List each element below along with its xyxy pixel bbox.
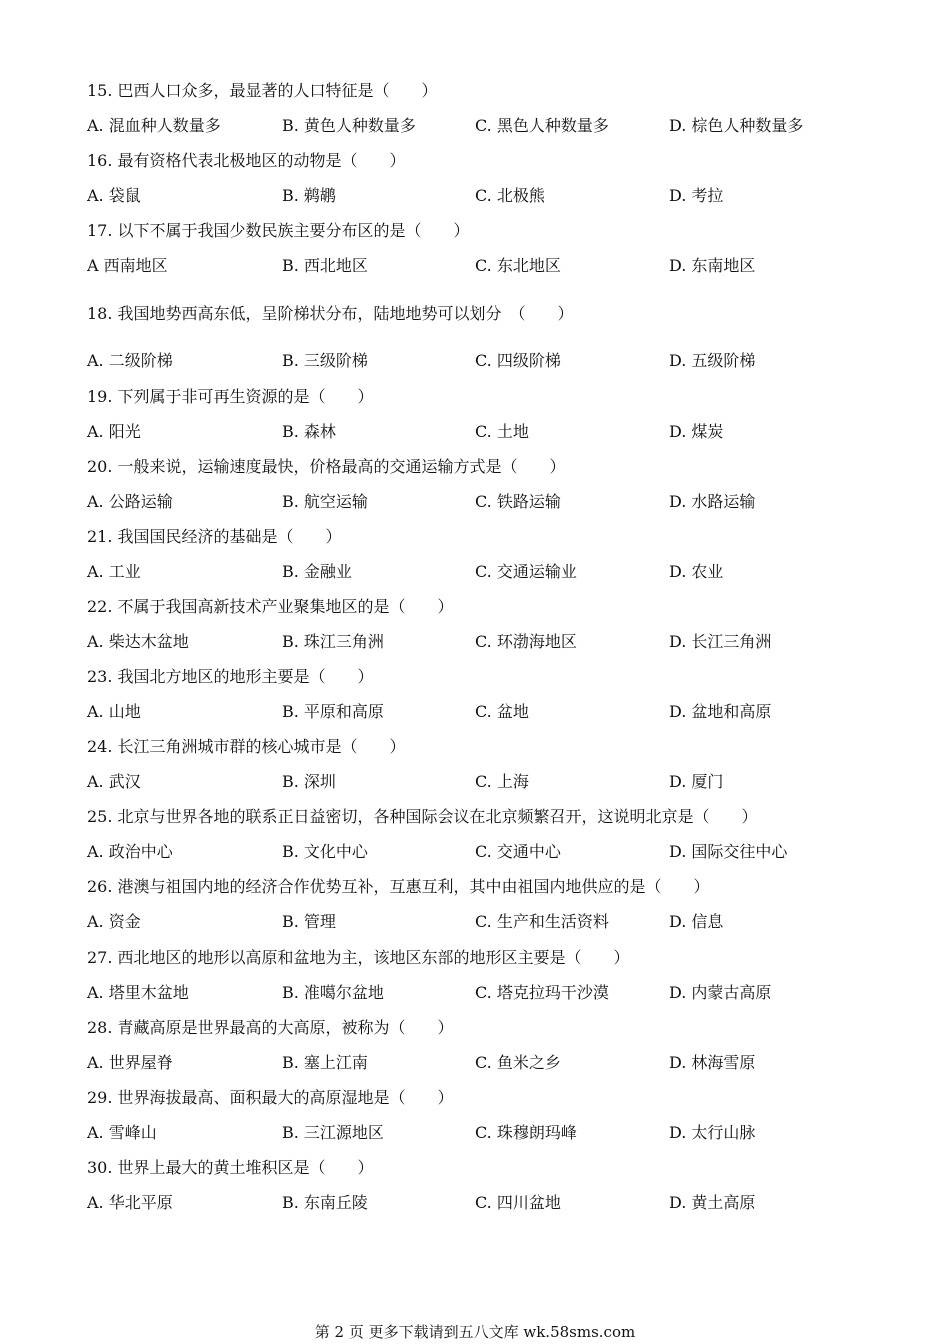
answer-option: B. 准噶尔盆地 — [282, 983, 384, 1002]
answer-option: D. 水路运输 — [669, 492, 756, 511]
answer-option: D. 考拉 — [669, 186, 724, 205]
answer-option: B. 三级阶梯 — [282, 351, 368, 370]
answer-option: D. 厦门 — [669, 772, 724, 791]
answer-option: A. 混血种人数量多 — [87, 116, 221, 135]
answer-option: A. 山地 — [87, 702, 141, 721]
answer-option: C. 交通中心 — [475, 842, 561, 861]
answer-option: C. 四级阶梯 — [475, 351, 561, 370]
answer-option: D. 农业 — [669, 562, 724, 581]
answer-option: D. 黄土高原 — [669, 1193, 756, 1212]
answer-option: C. 鱼米之乡 — [475, 1053, 561, 1072]
answer-option: B. 鹈鹕 — [282, 186, 336, 205]
question-stem: 19. 下列属于非可再生资源的是（ ） — [87, 387, 374, 406]
question-stem: 21. 我国国民经济的基础是（ ） — [87, 527, 342, 546]
answer-option: A. 华北平原 — [87, 1193, 173, 1212]
question-stem: 22. 不属于我国高新技术产业聚集地区的是（ ） — [87, 597, 454, 616]
answer-option: C. 交通运输业 — [475, 562, 577, 581]
question-stem: 24. 长江三角洲城市群的核心城市是（ ） — [87, 737, 406, 756]
question-stem: 16. 最有资格代表北极地区的动物是（ ） — [87, 151, 406, 170]
answer-option: C. 四川盆地 — [475, 1193, 561, 1212]
answer-option: D. 棕色人种数量多 — [669, 116, 804, 135]
answer-option: D. 东南地区 — [669, 256, 756, 275]
answer-option: A. 袋鼠 — [87, 186, 141, 205]
answer-option: B. 深圳 — [282, 772, 336, 791]
answer-option: A 西南地区 — [87, 256, 168, 275]
question-stem: 17. 以下不属于我国少数民族主要分布区的是（ ） — [87, 221, 470, 240]
answer-option: A. 公路运输 — [87, 492, 173, 511]
answer-option: A. 二级阶梯 — [87, 351, 173, 370]
answer-option: D. 信息 — [669, 912, 724, 931]
answer-option: B. 三江源地区 — [282, 1123, 384, 1142]
answer-option: C. 盆地 — [475, 702, 529, 721]
answer-option: B. 珠江三角洲 — [282, 632, 384, 651]
question-stem: 20. 一般来说，运输速度最快，价格最高的交通运输方式是（ ） — [87, 457, 566, 476]
question-stem: 30. 世界上最大的黄土堆积区是（ ） — [87, 1158, 374, 1177]
answer-option: A. 资金 — [87, 912, 141, 931]
answer-option: A. 柴达木盆地 — [87, 632, 189, 651]
answer-option: B. 文化中心 — [282, 842, 368, 861]
question-stem: 25. 北京与世界各地的联系正日益密切，各种国际会议在北京频繁召开，这说明北京是（ ） — [87, 807, 758, 826]
question-stem: 29. 世界海拔最高、面积最大的高原湿地是（ ） — [87, 1088, 454, 1107]
answer-option: B. 航空运输 — [282, 492, 368, 511]
answer-option: B. 森林 — [282, 422, 336, 441]
answer-option: C. 珠穆朗玛峰 — [475, 1123, 577, 1142]
answer-option: C. 上海 — [475, 772, 529, 791]
answer-option: C. 北极熊 — [475, 186, 545, 205]
answer-option: A. 世界屋脊 — [87, 1053, 173, 1072]
answer-option: C. 生产和生活资料 — [475, 912, 609, 931]
question-stem: 18. 我国地势西高东低，呈阶梯状分布，陆地地势可以划分 （ ） — [87, 304, 574, 323]
answer-option: D. 国际交往中心 — [669, 842, 788, 861]
answer-option: C. 塔克拉玛干沙漠 — [475, 983, 609, 1002]
answer-option: B. 管理 — [282, 912, 336, 931]
question-stem: 15. 巴西人口众多，最显著的人口特征是（ ） — [87, 81, 438, 100]
page-footer: 第 2 页 更多下载请到五八文库 wk.58sms.com — [314, 1323, 636, 1341]
question-stem: 27. 西北地区的地形以高原和盆地为主，该地区东部的地形区主要是（ ） — [87, 948, 630, 967]
answer-option: D. 五级阶梯 — [669, 351, 756, 370]
answer-option: B. 平原和高原 — [282, 702, 384, 721]
answer-option: C. 土地 — [475, 422, 529, 441]
answer-option: B. 黄色人种数量多 — [282, 116, 416, 135]
question-stem: 28. 青藏高原是世界最高的大高原，被称为（ ） — [87, 1018, 454, 1037]
answer-option: B. 东南丘陵 — [282, 1193, 368, 1212]
answer-option: A. 武汉 — [87, 772, 141, 791]
answer-option: D. 太行山脉 — [669, 1123, 756, 1142]
question-stem: 23. 我国北方地区的地形主要是（ ） — [87, 667, 374, 686]
answer-option: A. 工业 — [87, 562, 141, 581]
answer-option: A. 雪峰山 — [87, 1123, 157, 1142]
answer-option: D. 盆地和高原 — [669, 702, 772, 721]
question-stem: 26. 港澳与祖国内地的经济合作优势互补，互惠互利，其中由祖国内地供应的是（ ） — [87, 877, 710, 896]
answer-option: D. 长江三角洲 — [669, 632, 772, 651]
answer-option: C. 黑色人种数量多 — [475, 116, 609, 135]
answer-option: A. 政治中心 — [87, 842, 173, 861]
answer-option: A. 阳光 — [87, 422, 141, 441]
answer-option: D. 内蒙古高原 — [669, 983, 772, 1002]
answer-option: C. 东北地区 — [475, 256, 561, 275]
answer-option: C. 铁路运输 — [475, 492, 561, 511]
answer-option: B. 金融业 — [282, 562, 352, 581]
answer-option: B. 塞上江南 — [282, 1053, 368, 1072]
answer-option: D. 煤炭 — [669, 422, 724, 441]
answer-option: D. 林海雪原 — [669, 1053, 756, 1072]
answer-option: C. 环渤海地区 — [475, 632, 577, 651]
answer-option: A. 塔里木盆地 — [87, 983, 189, 1002]
answer-option: B. 西北地区 — [282, 256, 368, 275]
